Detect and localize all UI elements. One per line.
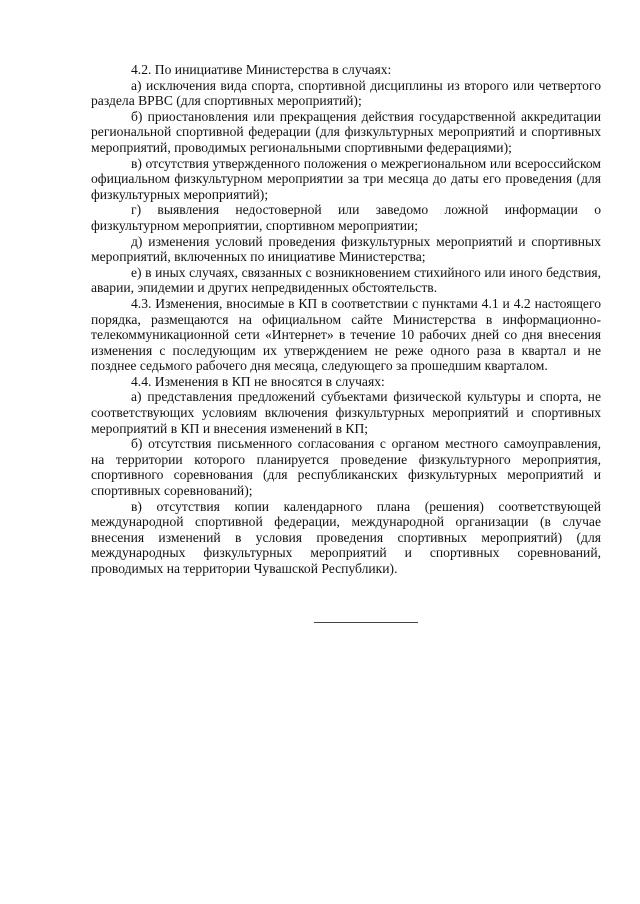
paragraph-4-3: 4.3. Изменения, вносимые в КП в соответствии с пунктами 4.1 и 4.2 настоящего порядка, размещаются на официальном сайте Министерства в информационно-телекоммуникационной сети «Интернет» в течение 10 рабочих дней со дня внесения изменения с последующим их утверждением не реже одного раза в квартал и не позднее седьмого рабочего дня месяца, следующего за прошедшим кварталом.	[91, 295, 601, 374]
paragraph-4-2-b: б) приостановления или прекращения действия государственной аккредитации региональной спортивной федерации (для физкультурных мероприятий и спортивных мероприятий, проводимых региональными спортивными федерациями);	[91, 108, 601, 155]
paragraph-4-2: 4.2. По инициативе Министерства в случаях:	[131, 62, 392, 77]
end-separator-line	[314, 622, 418, 623]
paragraph-4-4: 4.4. Изменения в КП не вносятся в случаях:	[131, 373, 385, 389]
paragraph-4-4-a: а) представления предложений субъектами физической культуры и спорта, не соответствующих условиям включения физкультурных мероприятий и спортивных мероприятий в КП и внесения изменений в КП;	[91, 389, 601, 436]
paragraph-4-4-v: в) отсутствия копии календарного плана (решения) соответствующей международной спортивной федерации, международной организации (в случае внесения изменений в условия проведения спортивных мероприятий) (для международных физкультурных мероприятий и спортивных соревнований, проводимых на территории Чувашской Республики).	[91, 498, 601, 576]
paragraph-4-4-b: б) отсутствия письменного согласования с органом местного самоуправления, на территории которого планируется проведение физкультурного мероприятия, спортивного соревнования (для республиканских физкультурных мероприятий и спортивных соревнований);	[91, 436, 601, 499]
paragraph-4-2-e: е) в иных случаях, связанных с возникновением стихийного или иного бедствия, аварии, эпидемии и других непредвиденных обстоятельств.	[91, 264, 601, 296]
document-body	[91, 62, 601, 577]
paragraph-4-2-a: а) исключения вида спорта, спортивной дисциплины из второго или четвертого раздела ВРВС (для спортивных мероприятий);	[91, 77, 601, 109]
paragraph-4-2-g: г) выявления недостоверной или заведомо ложной информации о физкультурном мероприятии, спортивном мероприятии;	[91, 202, 601, 233]
paragraph-4-2-d: д) изменения условий проведения физкультурных мероприятий и спортивных мероприятий, включенных по инициативе Министерства;	[91, 233, 601, 265]
paragraph-4-2-v: в) отсутствия утвержденного положения о межрегиональном или всероссийском официальном физкультурном мероприятии за три месяца до даты его проведения (для физкультурных мероприятий);	[91, 155, 601, 202]
